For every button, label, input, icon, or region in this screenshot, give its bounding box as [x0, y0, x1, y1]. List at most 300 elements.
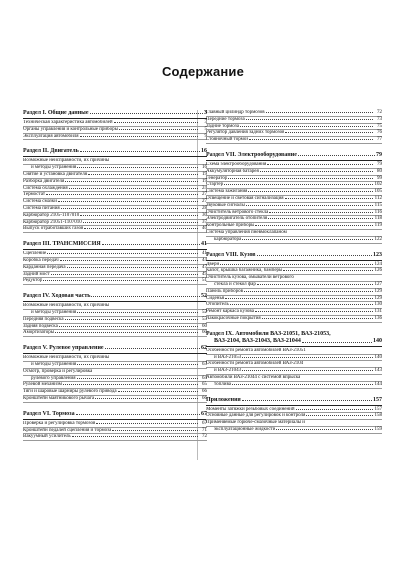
toc-entry[interactable]: [206, 361, 382, 368]
page-number: 130: [374, 302, 382, 308]
page-number: 123: [373, 251, 382, 258]
dot-leader: [246, 205, 373, 206]
dot-leader: [80, 215, 198, 216]
toc-entry[interactable]: [23, 179, 207, 186]
page-number: 51: [202, 278, 207, 284]
dot-leader: [69, 188, 198, 189]
dot-leader: [77, 378, 199, 379]
dot-leader: [91, 296, 200, 297]
entry-title: Основные данные для регулировок и контроля: [206, 413, 306, 419]
toc-left-column: [23, 110, 207, 449]
toc-entry[interactable]: [206, 169, 382, 176]
entry-title: Автомобили ВАЗ-21044 с системой впрыска: [206, 374, 301, 380]
toc-entry[interactable]: [206, 407, 382, 414]
dot-leader: [112, 430, 198, 431]
toc-entry[interactable]: [206, 289, 382, 296]
entry-title: Панель приборов: [206, 288, 244, 294]
entry-title: Очиститель ветрового стекла: [206, 209, 269, 215]
page-number: 3: [204, 110, 207, 116]
entry-title: и ВАЗ-21053: [214, 354, 242, 360]
entry-title: Система питания: [23, 205, 60, 211]
section-title: Раздел I. Общие данные: [23, 110, 89, 116]
toc-entry[interactable]: [23, 376, 207, 383]
entry-title: Звуковые сигналы: [206, 202, 245, 208]
page-number: 53: [202, 316, 207, 322]
page-number: 112: [374, 195, 382, 201]
dot-leader: [119, 129, 198, 130]
toc-entry[interactable]: [23, 272, 207, 279]
toc-entry[interactable]: [206, 176, 382, 183]
dot-leader: [242, 370, 373, 371]
entry-title: Освещение и световая сигнализация: [206, 195, 284, 201]
toc-entry[interactable]: [23, 396, 207, 403]
toc-entry[interactable]: [206, 302, 382, 309]
dot-leader: [67, 267, 198, 268]
entry-title: Карбюратор 2105-1107010: [23, 212, 80, 218]
entry-title: Термостат: [23, 192, 46, 198]
page-number: 131: [374, 309, 382, 315]
page-number: 63: [202, 361, 207, 367]
section-heading[interactable]: [23, 110, 207, 119]
entry-title: топлива: [214, 381, 231, 387]
entry-title: Разборка двигателя: [23, 178, 65, 184]
dot-leader: [80, 136, 198, 137]
entry-title: Особенности ремонта автомобилей ВАЗ-21051: [206, 347, 306, 353]
dot-leader: [246, 119, 373, 120]
page-number: 144: [374, 381, 382, 387]
dot-leader: [65, 319, 198, 320]
toc-entry[interactable]: [206, 182, 382, 189]
dot-leader: [114, 122, 198, 123]
dot-leader: [220, 264, 373, 265]
dot-leader: [249, 139, 373, 140]
toc-entry[interactable]: [206, 268, 382, 275]
dot-leader: [224, 184, 373, 185]
dot-leader: [266, 112, 373, 113]
toc-entry[interactable]: [23, 362, 207, 369]
page-number: 157: [374, 406, 382, 412]
dot-leader: [285, 132, 373, 133]
toc-entry[interactable]: [206, 413, 382, 420]
toc-entry[interactable]: [206, 137, 382, 144]
dot-leader: [63, 384, 198, 385]
entry-title: Сцепление: [23, 251, 47, 257]
toc-entry[interactable]: [23, 389, 207, 396]
dot-leader: [80, 151, 200, 152]
dot-leader: [59, 326, 198, 327]
toc-entry[interactable]: [206, 296, 382, 303]
entry-title: Кронштейн маятникового рычага: [23, 395, 95, 401]
toc-entry[interactable]: [206, 124, 382, 131]
toc-entry[interactable]: [23, 165, 207, 172]
page-number: 129: [374, 295, 382, 301]
dot-leader: [77, 312, 198, 313]
page-number: 79: [376, 151, 382, 158]
entry-title: Отопитель: [206, 302, 229, 308]
dot-leader: [228, 178, 373, 179]
dot-leader: [55, 332, 198, 333]
toc-entry[interactable]: [206, 237, 382, 244]
toc-entry[interactable]: [206, 203, 382, 210]
entry-title: и методы устранения: [31, 309, 77, 315]
toc-section: [23, 110, 207, 140]
entry-title: Рулевой механизм: [23, 382, 62, 388]
entry-title: Электродвигатель отопителя: [206, 216, 268, 222]
toc-section: [206, 331, 382, 389]
dot-leader: [83, 222, 198, 223]
entry-title: Карданная передача: [23, 264, 66, 270]
page-number: 65: [202, 382, 207, 388]
dot-leader: [225, 298, 373, 299]
page-number: 77: [377, 137, 382, 143]
entry-title: Система зажигания: [206, 189, 248, 195]
toc-entry[interactable]: [206, 375, 382, 382]
dot-leader: [242, 239, 373, 240]
dot-leader: [77, 364, 198, 365]
toc-entry[interactable]: [23, 186, 207, 193]
dot-leader: [65, 181, 198, 182]
dot-leader: [240, 126, 373, 127]
toc-entry[interactable]: [206, 420, 382, 427]
page-number: 16: [201, 148, 207, 155]
section-title: Раздел VII. Электрооборудование: [206, 151, 297, 158]
dot-leader: [302, 338, 372, 344]
page-number: 64: [202, 375, 207, 381]
entry-title: Снятие и установка двигателя: [23, 171, 88, 177]
toc-entry[interactable]: [23, 330, 207, 337]
page-number: 158: [374, 413, 382, 419]
toc-entry[interactable]: [23, 434, 207, 441]
dot-leader: [118, 391, 198, 392]
page-number: 72: [202, 434, 207, 440]
dot-leader: [77, 167, 198, 168]
page-number: 66: [202, 389, 207, 395]
page-number: 44: [202, 257, 207, 263]
entry-title: и методы устранения: [31, 361, 77, 367]
entry-title: Стояночный тормоз: [206, 137, 249, 143]
toc-entry[interactable]: [206, 262, 382, 269]
page-number: 41: [201, 241, 207, 248]
dot-leader: [60, 260, 198, 261]
section-heading[interactable]: [206, 252, 382, 261]
dot-leader: [242, 357, 373, 358]
dot-leader: [88, 174, 198, 175]
entry-title: Редуктор: [23, 278, 43, 284]
dot-leader: [255, 225, 373, 226]
page-number: 143: [374, 368, 382, 374]
entry-title: Возможные неисправности, их причины: [23, 303, 110, 309]
entry-title: и методы устранения: [31, 165, 77, 171]
page-number: 60: [202, 323, 207, 329]
dot-leader: [276, 429, 373, 430]
page-number: 47: [202, 264, 207, 270]
dot-leader: [51, 274, 198, 275]
entry-title: Моменты затяжки резьбовых соединений: [206, 406, 295, 412]
page-number: 73: [377, 116, 382, 122]
entry-title: Выпуск отработавших газов: [23, 226, 84, 232]
section-title: Приложения: [206, 396, 241, 403]
toc-entry[interactable]: [206, 355, 382, 362]
entry-title: Передние тормоза: [206, 116, 245, 122]
page-number: 9: [204, 133, 207, 139]
toc-entry[interactable]: [206, 196, 382, 203]
toc-entry[interactable]: [23, 226, 207, 233]
page-number: 28: [202, 205, 207, 211]
dot-leader: [232, 384, 373, 385]
entry-title: Ремонт каркаса кузова: [206, 309, 254, 315]
toc-entry[interactable]: [23, 355, 207, 362]
dot-leader: [255, 311, 373, 312]
dot-leader: [262, 318, 373, 319]
page-number: 80: [377, 168, 382, 174]
page-number: 140: [373, 337, 382, 344]
page-number: 122: [374, 236, 382, 242]
toc-entry[interactable]: [206, 230, 382, 237]
toc-entry[interactable]: [206, 216, 382, 223]
entry-title: карбюратора: [214, 236, 242, 242]
section-title: Раздел VI. Тормоза: [23, 410, 75, 417]
dot-leader: [268, 218, 373, 219]
toc-entry[interactable]: [206, 368, 382, 375]
toc-entry[interactable]: [23, 369, 207, 376]
entry-title: Амортизаторы: [23, 330, 55, 336]
entry-title: Задняя подвеска: [23, 323, 58, 329]
section-heading[interactable]: [23, 241, 207, 250]
entry-title: Задний мост: [23, 271, 50, 277]
toc-entry[interactable]: [206, 110, 382, 117]
entry-title: Особенности ремонта автомобилей ВАЗ-2104: [206, 361, 304, 367]
page-number: 72: [377, 110, 382, 115]
entry-title: Сиденья: [206, 295, 225, 301]
page-number: 115: [374, 202, 382, 208]
page-number: 27: [202, 199, 207, 205]
entry-title: Возможные неисправности, их причины: [23, 355, 110, 361]
toc-entry[interactable]: [23, 134, 207, 141]
dot-leader: [90, 113, 203, 114]
toc-entry[interactable]: [23, 265, 207, 272]
toc-entry[interactable]: [206, 162, 382, 169]
toc-entry[interactable]: [206, 282, 382, 289]
dot-leader: [58, 201, 198, 202]
entry-title: Схема электрооборудования: [206, 161, 267, 167]
dot-leader: [61, 208, 198, 209]
page-number: 60: [202, 330, 207, 336]
page-number: 40: [202, 226, 207, 232]
toc-entry[interactable]: [23, 382, 207, 389]
toc-section: [206, 397, 382, 434]
entry-title: Контрольные приборы: [206, 223, 255, 229]
entry-title: Возможные неисправности, их причины: [23, 158, 110, 164]
entry-title: стекла и стекол фар: [214, 281, 256, 287]
toc-entry[interactable]: [23, 158, 207, 165]
toc-entry[interactable]: [23, 421, 207, 428]
section-title-cont: ВАЗ-2104, ВАЗ-21043, ВАЗ-21044: [214, 337, 301, 344]
entry-title: Двери: [206, 261, 220, 267]
toc-section: [206, 110, 382, 144]
toc-entry[interactable]: [23, 127, 207, 134]
entry-title: Осмотр, проверка и регулировка: [23, 368, 93, 374]
toc-entry[interactable]: [23, 206, 207, 213]
toc-entry[interactable]: [23, 258, 207, 265]
toc-entry[interactable]: [23, 192, 207, 199]
entry-title: Очиститель кузова, омыватели ветрового: [206, 275, 294, 281]
dot-leader: [95, 398, 198, 399]
dot-leader: [102, 244, 200, 245]
toc-entry[interactable]: [206, 348, 382, 355]
entry-title: Лакокрасочные покрытия: [206, 315, 261, 321]
page-number: 24: [202, 185, 207, 191]
toc-entry[interactable]: [23, 310, 207, 317]
entry-title: Система управления пневмоклапаном: [206, 229, 287, 235]
dot-leader: [244, 291, 373, 292]
page-number: 102: [374, 182, 382, 188]
section-heading[interactable]: [23, 148, 207, 157]
dot-leader: [46, 194, 198, 195]
entry-title: Задние тормоза: [206, 123, 239, 129]
page-number: 5: [204, 126, 207, 132]
section-heading[interactable]: [206, 152, 382, 161]
toc-entry[interactable]: [206, 130, 382, 137]
toc-section: [23, 241, 207, 285]
dot-leader: [298, 155, 375, 156]
entry-title: эксплуатационные жидкости: [214, 426, 276, 432]
entry-title: Тяги и шаровые шарниры рулевого привода: [23, 389, 117, 395]
toc-section: [23, 293, 207, 337]
toc-entry[interactable]: [206, 223, 382, 230]
entry-title: Коробка передач: [23, 257, 59, 263]
entry-title: Применяемые горюче-смазочные материалы и: [206, 420, 305, 426]
page-number: 127: [374, 281, 382, 287]
entry-title: Система охлаждения: [23, 185, 68, 191]
page-number: 119: [374, 223, 382, 229]
entry-title: Аккумуляторная батарея: [206, 168, 259, 174]
toc-section: [206, 252, 382, 323]
entry-title: Главный цилиндр тормозов: [206, 110, 265, 115]
page-number: 3: [204, 120, 207, 125]
page-number: 37: [202, 219, 207, 225]
toc-entry[interactable]: [23, 172, 207, 179]
section-heading[interactable]: [23, 293, 207, 302]
toc-entry[interactable]: [206, 210, 382, 217]
dot-leader: [257, 255, 372, 256]
page-number: 67: [201, 410, 207, 417]
toc-entry[interactable]: [206, 309, 382, 316]
page-number: 71: [202, 427, 207, 433]
page-number: 118: [374, 216, 382, 222]
entry-title: Техническая характеристика автомобилей: [23, 120, 113, 125]
page-number: 76: [377, 130, 382, 136]
page-number: 79: [377, 161, 382, 167]
entry-title: Вакуумный усилитель: [23, 434, 71, 440]
toc-entry[interactable]: [206, 117, 382, 124]
toc-section: [23, 411, 207, 441]
dot-leader: [230, 304, 373, 305]
page-number: 66: [202, 395, 207, 401]
toc-entry[interactable]: [206, 189, 382, 196]
section-title: Раздел IX. Автомобили ВАЗ-21051, ВАЗ-21053,: [206, 330, 331, 337]
dot-leader: [43, 280, 198, 281]
dot-leader: [257, 284, 373, 285]
section-title: Раздел IV. Ходовая часть: [23, 293, 91, 300]
entry-title: и ВАЗ-21043: [214, 368, 242, 374]
toc-entry[interactable]: [23, 220, 207, 227]
dot-leader: [283, 270, 373, 271]
section-title: Раздел V. Рулевое управление: [23, 345, 104, 352]
entry-title: Стартер: [206, 182, 224, 188]
entry-title: Проверка и регулировка тормозов: [23, 420, 96, 426]
page-number: 136: [374, 315, 382, 321]
toc-entry[interactable]: [23, 199, 207, 206]
toc-entry[interactable]: [206, 316, 382, 323]
toc-right-column: [206, 110, 382, 442]
dot-leader: [267, 164, 373, 165]
toc-entry[interactable]: [23, 213, 207, 220]
section-heading[interactable]: [23, 411, 207, 420]
dot-leader: [285, 198, 373, 199]
entry-title: Кронштейн педалей сцепления и тормоза: [23, 427, 112, 433]
entry-title: Система смазки: [23, 199, 57, 205]
toc-section: [23, 148, 207, 233]
page-number: 49: [202, 271, 207, 277]
page-number: 99: [377, 175, 382, 181]
dot-leader: [84, 228, 198, 229]
toc-entry[interactable]: [23, 317, 207, 324]
dot-leader: [47, 253, 198, 254]
toc-entry[interactable]: [23, 324, 207, 331]
page-number: 19: [202, 171, 207, 177]
page-number: 105: [374, 189, 382, 195]
toc-entry[interactable]: [206, 427, 382, 434]
page-number: 52: [202, 309, 207, 315]
entry-title: Эксплуатация автомобиля: [23, 133, 79, 139]
dot-leader: [269, 212, 373, 213]
page-number: 157: [373, 396, 382, 403]
section-heading[interactable]: [206, 397, 382, 406]
page-number: 16: [202, 165, 207, 171]
dot-leader: [248, 191, 373, 192]
section-heading[interactable]: [206, 331, 382, 347]
toc-entry[interactable]: [23, 120, 207, 127]
page-number: 129: [374, 288, 382, 294]
toc-entry[interactable]: [23, 278, 207, 285]
page-number: 41: [202, 251, 207, 257]
page-number: 27: [202, 192, 207, 198]
entry-title: Регулятор давления задних тормозов: [206, 130, 285, 136]
toc-entry[interactable]: [23, 428, 207, 435]
entry-title: рулевого управления: [31, 375, 76, 381]
toc-entry[interactable]: [206, 275, 382, 282]
page-title: Содержание: [161, 64, 245, 79]
page-number: 67: [202, 420, 207, 426]
section-title: Раздел II. Двигатель: [23, 148, 79, 155]
dot-leader: [296, 409, 374, 410]
entry-title: Капот, крышка багажника, бамперы: [206, 268, 283, 274]
toc-entry[interactable]: [206, 382, 382, 389]
section-title: Раздел III. ТРАНСМИССИЯ: [23, 241, 101, 248]
page-number: 75: [377, 123, 382, 129]
page-number: 116: [374, 209, 382, 215]
dot-leader: [72, 436, 198, 437]
section-title: Раздел VIII. Кузов: [206, 251, 256, 258]
page-number: 126: [374, 268, 382, 274]
toc-entry[interactable]: [23, 251, 207, 258]
section-heading[interactable]: [23, 345, 207, 354]
page-number: 30: [202, 212, 207, 218]
page-number: 52: [201, 293, 207, 300]
toc-entry[interactable]: [23, 303, 207, 310]
toc-section: [23, 345, 207, 403]
page-number: 159: [374, 426, 382, 432]
